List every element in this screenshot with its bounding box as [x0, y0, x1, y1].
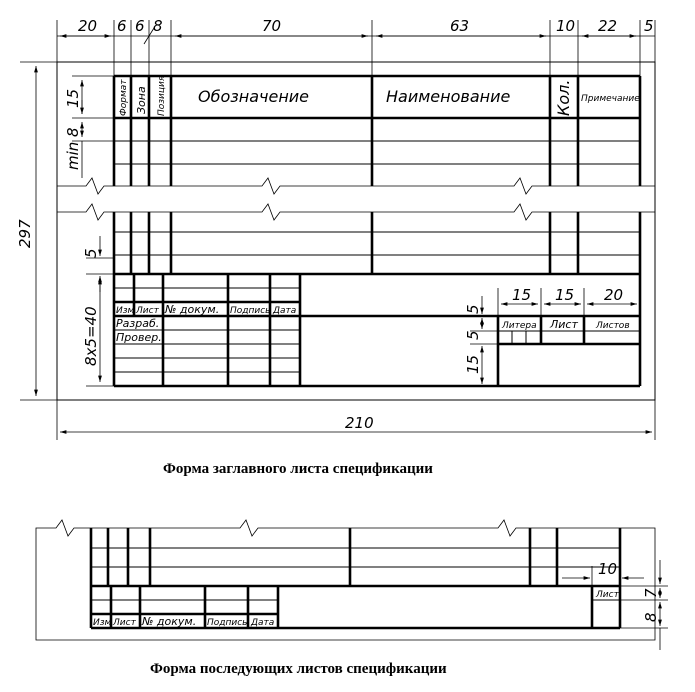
col-position: Позиция	[157, 75, 167, 116]
tb-list: Лист	[136, 306, 159, 316]
tb-sheet: Лист	[550, 318, 578, 331]
tb-prover: Провер.	[116, 331, 162, 344]
next-izm: Изм	[93, 618, 112, 628]
dim-5: 5	[644, 17, 654, 35]
tb-docno: № докум.	[165, 303, 220, 316]
tb-litera: Литера	[502, 321, 537, 331]
row-dimensions	[64, 76, 114, 386]
top-dimensions	[57, 17, 655, 76]
next-docno: № докум.	[142, 615, 197, 628]
title-block-first	[114, 274, 640, 386]
dim-63: 63	[450, 17, 470, 35]
col-zone: Зона	[135, 86, 148, 114]
dim-297: 297	[16, 219, 34, 248]
tb-dim-5b: 5	[464, 330, 482, 340]
dim-8: 8	[153, 17, 163, 35]
height-dimension	[16, 62, 57, 400]
break-lines	[57, 178, 655, 220]
dim-70: 70	[262, 17, 282, 35]
dim-6a: 6	[117, 17, 127, 35]
tb-dim-20: 20	[604, 286, 624, 304]
next-date: Дата	[251, 618, 275, 628]
first-sheet-form	[16, 17, 655, 477]
caption-next: Форма последующих листов спецификации	[150, 661, 447, 677]
dim-10: 10	[556, 17, 576, 35]
dim-6b: 6	[135, 17, 145, 35]
dim-8x5: 8x5=40	[82, 306, 100, 366]
tb-sheets: Листов	[596, 321, 630, 331]
col-qty: Кол.	[554, 79, 573, 116]
tb-dim-15c: 15	[464, 354, 482, 374]
tb-razrab: Разраб.	[116, 317, 160, 330]
tb-sign: Подпись	[230, 306, 271, 316]
dim-210: 210	[345, 414, 374, 432]
dim-20: 20	[78, 17, 98, 35]
caption-first: Форма заглавного листа спецификации	[163, 461, 433, 477]
next-sign: Подпись	[207, 618, 248, 628]
dim-5-row: 5	[82, 248, 100, 258]
tb-date: Дата	[273, 306, 297, 316]
tb-dim-15a: 15	[512, 286, 532, 304]
col-designation: Обозначение	[198, 87, 310, 106]
col-name: Наименование	[386, 87, 511, 106]
col-note: Примечание	[581, 94, 640, 104]
dim-15-rows: 15	[64, 88, 82, 108]
tb-dim-5a: 5	[464, 304, 482, 314]
spec-table-upper	[114, 75, 640, 186]
width-dimension	[57, 400, 655, 440]
tb-izm: Изм	[116, 306, 135, 316]
next-list: Лист	[113, 618, 136, 628]
next-sheet-form	[36, 520, 668, 677]
next-sheet: Лист	[596, 590, 619, 600]
next-dim-10: 10	[598, 560, 618, 578]
next-dim-7: 7	[642, 588, 660, 598]
tb-dim-15b: 15	[555, 286, 575, 304]
col-format: Формат	[119, 79, 129, 116]
next-dim-8: 8	[642, 612, 660, 622]
dim-min8: min 8	[64, 127, 82, 170]
dim-22: 22	[598, 17, 618, 35]
